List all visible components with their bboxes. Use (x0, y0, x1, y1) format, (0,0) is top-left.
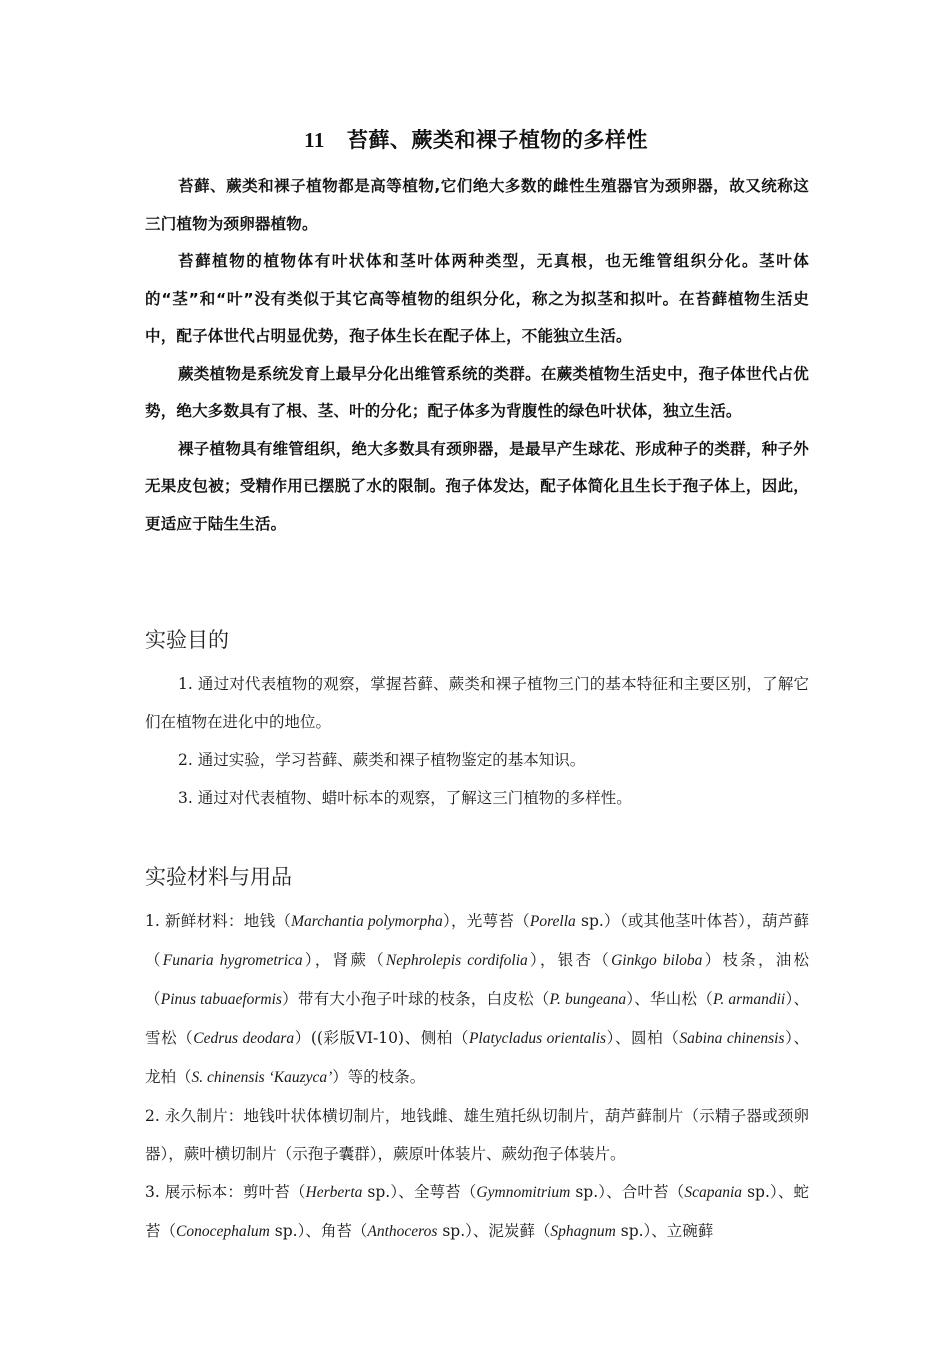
intro-section (145, 168, 809, 543)
chapter-number: 11 (304, 128, 325, 152)
intro-paragraph: 苔藓、蕨类和裸子植物都是高等植物,它们绝大多数的雌性生殖器官为颈卵器，故又统称这三门植物为颈卵器植物。 (145, 177, 809, 233)
text-fragment: ），肾蕨（ (302, 951, 386, 969)
text-fragment: ）、雪松（ (145, 990, 809, 1047)
species-name: P. armandii (712, 991, 786, 1008)
species-name: Gymnomitrium (476, 1184, 571, 1201)
material-item-content (145, 912, 809, 1086)
species-name: Marchantia polymorpha (291, 913, 443, 930)
text-fragment: sp.）（或其他茎叶体苔），葫芦藓（ (145, 912, 809, 969)
text-fragment: sp.）、合叶苔（ (570, 1183, 685, 1201)
material-item-slides: 2. 永久制片：地钱叶状体横切制片，地钱雌、雄生殖托纵切制片，葫芦藓制片（示精子器或颈卵器），蕨叶横切制片（示孢子囊群），蕨原叶体装片、蕨幼孢子体装片。 (145, 1107, 809, 1163)
intro-paragraph: 蕨类植物是系统发育上最早分化出维管系统的类群。在蕨类植物生活史中，孢子体世代占优势，绝大多数具有了根、茎、叶的分化；配子体多为背腹性的绿色叶状体，独立生活。 (145, 364, 809, 420)
species-name: Conocephalum (176, 1223, 270, 1240)
text-fragment: sp.）、蛇苔（ (145, 1183, 810, 1240)
species-name: Anthoceros (367, 1223, 438, 1240)
species-name: Sphagnum (550, 1223, 616, 1240)
species-name: Nephrolepis cordifolia (385, 952, 528, 969)
objectives-list (145, 665, 809, 817)
text-fragment: sp.）、立碗藓 (615, 1222, 714, 1240)
species-name: Funaria hygrometrica (162, 952, 303, 969)
text-fragment: ）、华山松（ (626, 990, 713, 1008)
species-name: Sabina chinensis (679, 1030, 785, 1047)
material-item-fresh (145, 902, 809, 1097)
text-fragment: ）等的枝条。 (332, 1068, 426, 1086)
text-fragment: ）枝条，油松（ (145, 951, 809, 1008)
species-name: S. chinensis ‘Kauzyca’ (191, 1069, 333, 1086)
species-name: Scapania (684, 1184, 743, 1201)
intro-paragraph: 苔藓植物的植物体有叶状体和茎叶体两种类型，无真根，也无维管组织分化。茎叶体的“茎”和“叶”没有类似于其它高等植物的组织分化，称之为拟茎和拟叶。在苔藓植物生活史中，配子体世代占明显优势，孢子体生长在配子体上，不能独立生活。 (145, 252, 809, 345)
species-name: Porella (529, 913, 576, 930)
text-fragment: ）((彩版VI-10)、侧柏（ (294, 1029, 469, 1047)
chapter-title (0, 124, 952, 154)
objective-item: 2. 通过实验，学习苔藓、蕨类和裸子植物鉴定的基本知识。 (178, 751, 586, 769)
text-fragment: sp.）、泥炭藓（ (437, 1222, 551, 1240)
species-name: P. bungeana (549, 991, 627, 1008)
text-fragment: sp.）、全萼苔（ (362, 1183, 477, 1201)
text-fragment: ），光萼苔（ (442, 912, 530, 930)
material-item-prefix: 1. 新鲜材料：地钱（ (145, 912, 292, 930)
text-fragment: ），银杏（ (527, 951, 612, 969)
intro-paragraph: 裸子植物具有维管组织，绝大多数具有颈卵器，是最早产生球花、形成种子的类群，种子外无果皮包被；受精作用已摆脱了水的限制。孢子体发达，配子体简化且生长于孢子体上，因此，更适应于陆生生活。 (145, 439, 809, 533)
chapter-title-text: 苔藓、蕨类和裸子植物的多样性 (346, 127, 648, 152)
text-fragment: sp.）、角苔（ (269, 1222, 368, 1240)
species-name: Pinus tabuaeformis (160, 991, 282, 1008)
materials-list (145, 902, 809, 1251)
section-heading-objectives: 实验目的 (145, 628, 229, 652)
text-fragment: ）、龙柏（ (145, 1029, 809, 1086)
species-name: Cedrus deodara (193, 1030, 295, 1047)
text-fragment: ）带有大小孢子叶球的枝条，白皮松（ (281, 990, 550, 1008)
section-heading-materials: 实验材料与用品 (145, 865, 292, 889)
material-item-specimens (145, 1173, 809, 1251)
species-name: Platycladus orientalis (468, 1030, 607, 1047)
material-item-prefix: 3. 展示标本：剪叶苔（ (145, 1183, 306, 1201)
species-name: Herberta (305, 1184, 363, 1201)
objective-item: 1. 通过对代表植物的观察，掌握苔藓、蕨类和裸子植物三门的基本特征和主要区别，了解它们在植物在进化中的地位。 (145, 675, 809, 731)
text-fragment: ）、圆柏（ (606, 1029, 680, 1047)
objective-item: 3. 通过对代表植物、蜡叶标本的观察，了解这三门植物的多样性。 (178, 789, 632, 807)
species-name: Ginkgo biloba (611, 952, 703, 969)
